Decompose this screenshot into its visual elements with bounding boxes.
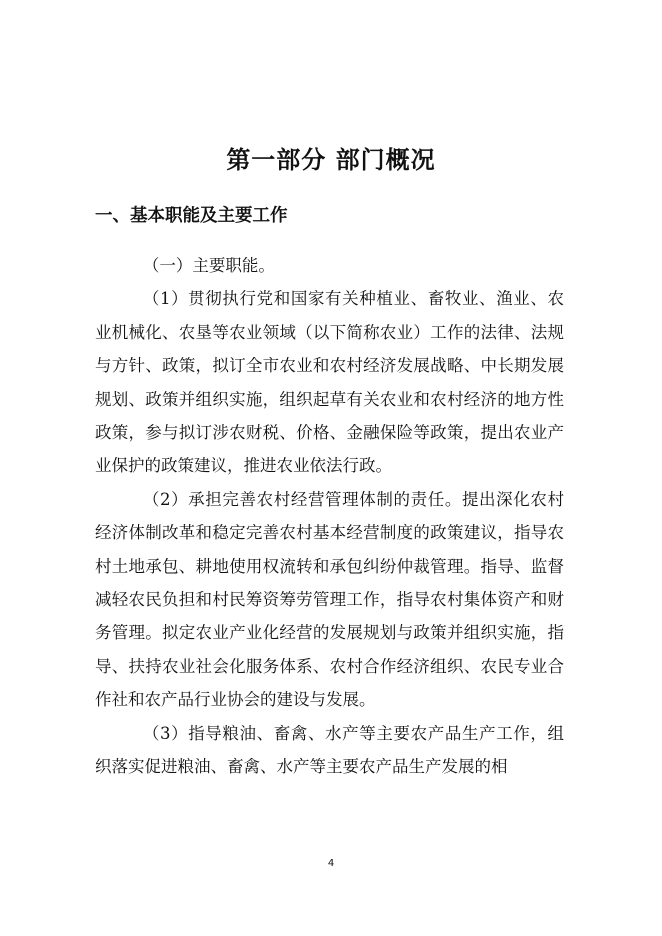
page-number: 4 — [327, 858, 335, 869]
page-title: 第一部分 部门概况 — [226, 146, 436, 174]
paragraph-item-3: （3）指导粮油、畜禽、水产等主要农产品生产工作，组织落实促进粮油、畜禽、水产等主要农产品生产发展的相 — [95, 723, 564, 777]
paragraph-item-2: （2）承担完善农村经营管理体制的责任。提出深化农村经济体制改革和稳定完善农村基本经营制度的政策建议，指导农村土地承包、耕地使用权流转和承包纠纷仲裁管理。指导、监督减轻农民负担和村民筹资筹劳管理工作，指导农村集体资产和财务管理。拟定农业产业化经营的发展规划与政策并组织实施，指导、扶持农业社会化服务体系、农村合作经济组织、农民专业合作社和农产品行业协会的建设与发展。 — [95, 489, 564, 710]
paragraph-main-functions: （一）主要职能。 — [142, 256, 275, 275]
section-heading: 一、基本职能及主要工作 — [95, 206, 288, 226]
body-text — [95, 249, 564, 784]
paragraph-item-1: （1）贯彻执行党和国家有关种植业、畜牧业、渔业、农业机械化、农垦等农业领域（以下简称农业）工作的法律、法规与方针、政策，拟订全市农业和农村经济发展战略、中长期发展规划、政策并组织实施，组织起草有关农业和农村经济的地方性政策，参与拟订涉农财税、价格、金融保险等政策，提出农业产业保护的政策建议，推进农业依法行政。 — [95, 289, 564, 476]
